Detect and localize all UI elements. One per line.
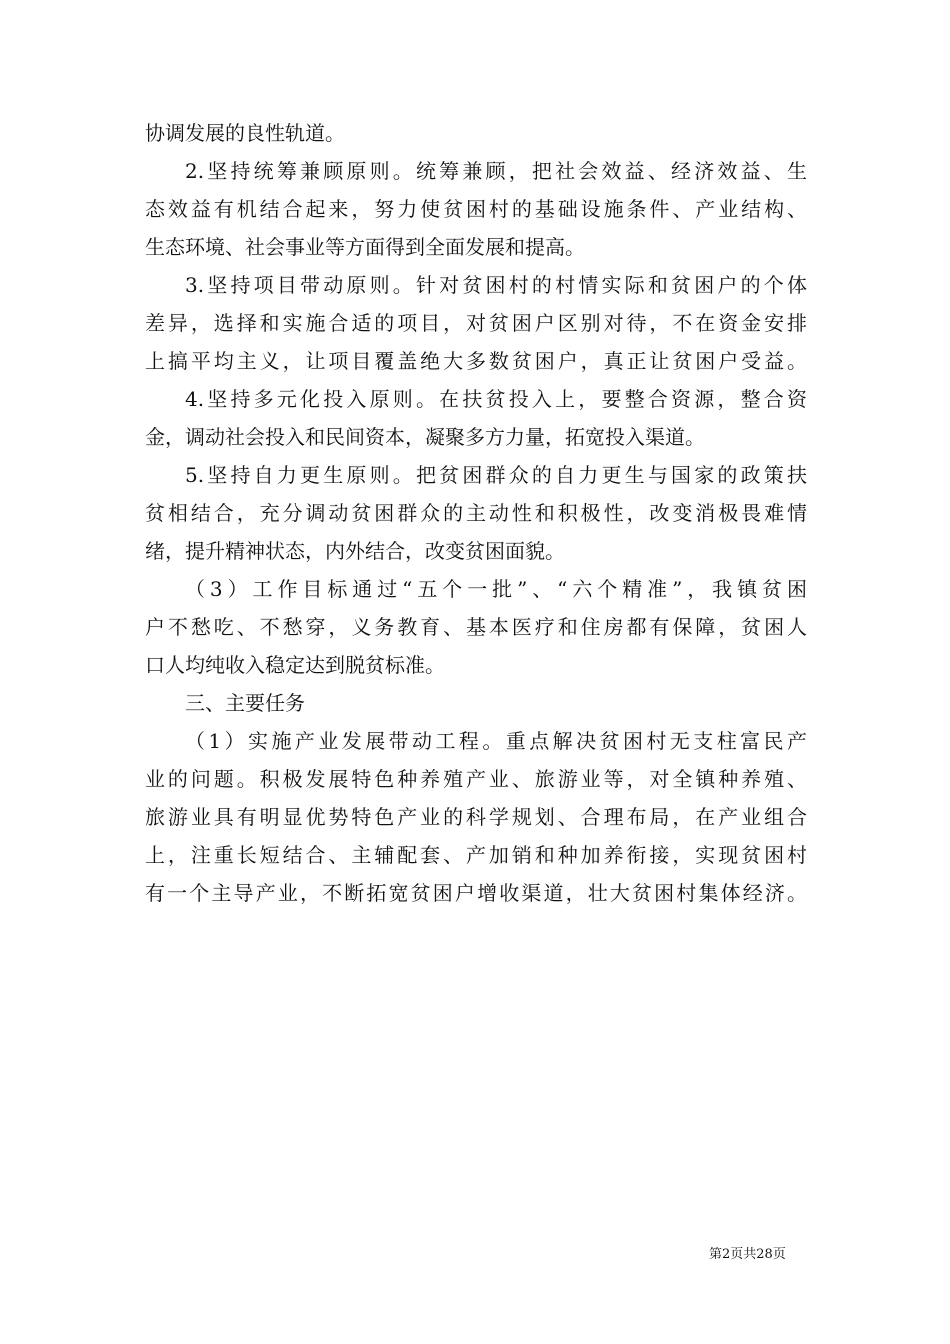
document-body <box>145 114 807 912</box>
text-line: 4.坚持多元化投入原则。在扶贫投入上，要整合资源，整合资 <box>185 387 807 411</box>
text-line: 户不愁吃、不愁穿，义务教育、基本医疗和住房都有保障，贫困人 <box>145 615 807 639</box>
text-line: 差异，选择和实施合适的项目，对贫困户区别对待，不在资金安排 <box>145 311 807 335</box>
text-line: 3.坚持项目带动原则。针对贫困村的村情实际和贫困户的个体 <box>185 273 807 297</box>
text-line: 态效益有机结合起来，努力使贫困村的基础设施条件、产业结构、 <box>145 197 807 221</box>
text-line: （3）工作目标通过“五个一批”、“六个精准”，我镇贫困 <box>185 577 807 601</box>
text-line: 业的问题。积极发展特色种养殖产业、旅游业等，对全镇种养殖、 <box>145 767 807 791</box>
text-line: 生态环境、社会事业等方面得到全面发展和提高。 <box>145 235 585 259</box>
text-line: 有一个主导产业，不断拓宽贫困户增收渠道，壮大贫困村集体经济。 <box>145 881 807 905</box>
text-line: 旅游业具有明显优势特色产业的科学规划、合理布局，在产业组合 <box>145 805 807 829</box>
text-line: （1）实施产业发展带动工程。重点解决贫困村无支柱富民产 <box>185 729 807 753</box>
text-line: 2.坚持统筹兼顾原则。统筹兼顾，把社会效益、经济效益、生 <box>185 159 807 183</box>
text-line: 金，调动社会投入和民间资本，凝聚多方力量，拓宽投入渠道。 <box>145 425 705 449</box>
text-line: 5.坚持自力更生原则。把贫困群众的自力更生与国家的政策扶 <box>185 463 807 487</box>
text-line: 口人均纯收入稳定达到脱贫标准。 <box>145 653 445 677</box>
text-line: 上，注重长短结合、主辅配套、产加销和种加养衔接，实现贫困村 <box>145 843 807 867</box>
text-line: 绪，提升精神状态，内外结合，改变贫困面貌。 <box>145 539 565 563</box>
text-line: 协调发展的良性轨道。 <box>145 121 345 145</box>
text-line: 贫相结合，充分调动贫困群众的主动性和积极性，改变消极畏难情 <box>145 501 807 525</box>
text-line: 上搞平均主义，让项目覆盖绝大多数贫困户，真正让贫困户受益。 <box>145 349 807 373</box>
section-heading: 三、主要任务 <box>185 691 305 715</box>
page-number-footer: 第2页共28页 <box>709 1247 786 1262</box>
